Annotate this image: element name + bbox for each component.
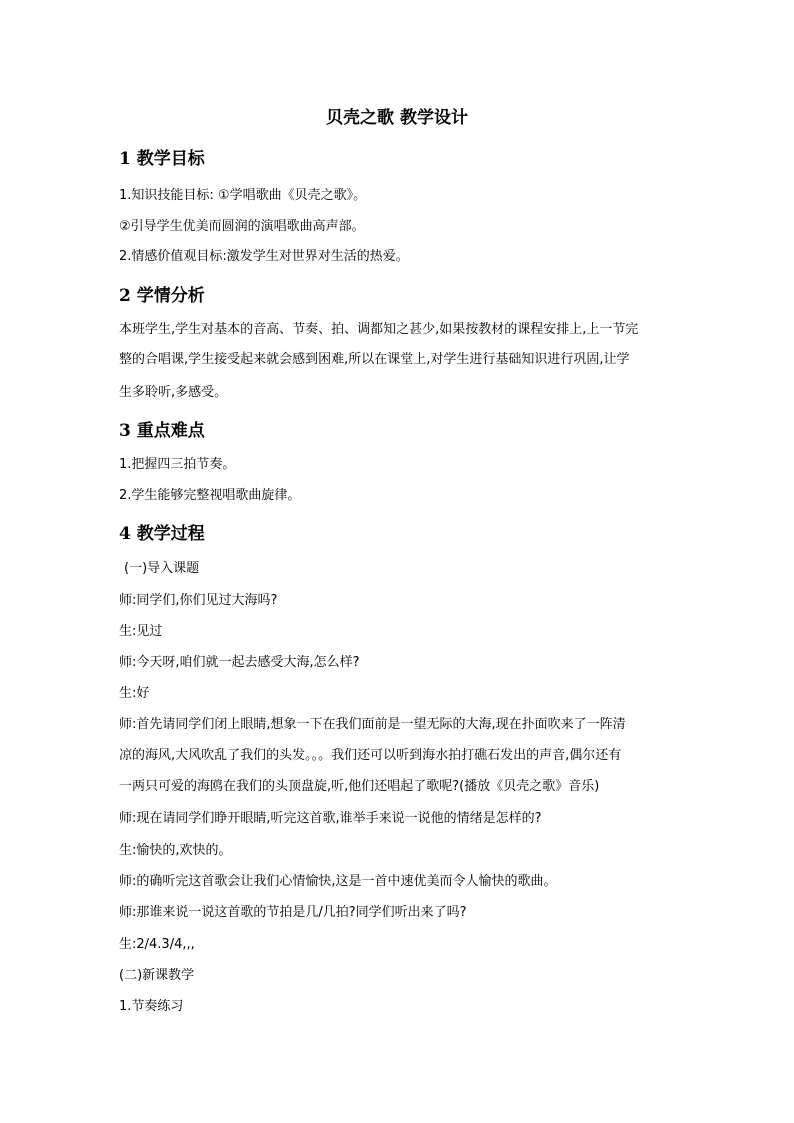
- paragraph-line: 生:愉快的,欢快的。: [119, 843, 232, 858]
- paragraph-line: 凉的海风,大风吹乱了我们的头发。。。我们还可以听到海水拍打礁石发出的声音,偶尔还有: [119, 748, 622, 763]
- paragraph-line: 本班学生,学生对基本的音高、节奏、拍、调都知之甚少,如果按教材的课程安排上,上一节完: [119, 322, 639, 337]
- paragraph-line: 师:今天呀,咱们就一起去感受大海,怎么样?: [119, 655, 360, 670]
- section-heading-key-points: 3 重点难点: [119, 421, 205, 441]
- paragraph-line: 师:的确听完这首歌会让我们心情愉快,这是一首中速优美而令人愉快的歌曲。: [119, 874, 557, 889]
- paragraph-line: 生:2/4.3/4,,,: [119, 937, 195, 952]
- paragraph-line: (二)新课教学: [119, 968, 195, 983]
- section-heading-process: 4 教学过程: [119, 524, 205, 544]
- paragraph-line: ②引导学生优美而圆润的演唱歌曲高声部。: [119, 219, 365, 234]
- paragraph-line: 师:现在请同学们睁开眼睛,听完这首歌,谁举手来说一说他的情绪是怎样的?: [119, 811, 542, 826]
- paragraph-line: 1.节奏练习: [119, 999, 184, 1014]
- paragraph-line: 1.把握四三拍节奏。: [119, 457, 236, 472]
- paragraph-line: 师:首先请同学们闭上眼睛,想象一下在我们面前是一望无际的大海,现在扑面吹来了一阵清: [119, 717, 626, 732]
- paragraph-line: 生:好: [119, 686, 150, 701]
- paragraph-line: 师:同学们,你们见过大海吗?: [119, 593, 278, 608]
- paragraph-line: (一)导入课题: [124, 561, 200, 576]
- paragraph-line: 生多聆听,多感受。: [119, 385, 228, 400]
- paragraph-line: 2.学生能够完整视唱歌曲旋律。: [119, 488, 301, 503]
- paragraph-line: 2.情感价值观目标:激发学生对世界对生活的热爱。: [119, 249, 409, 264]
- section-heading-analysis: 2 学情分析: [119, 286, 205, 306]
- paragraph-line: 生:见过: [119, 624, 163, 639]
- paragraph-line: 1.知识技能目标: ①学唱歌曲《贝壳之歌》。: [119, 188, 367, 203]
- document-title: 贝壳之歌 教学设计: [326, 108, 468, 128]
- paragraph-line: 师:那谁来说一说这首歌的节拍是几/几拍?同学们听出来了吗?: [119, 905, 467, 920]
- section-heading-objectives: 1 教学目标: [119, 149, 205, 169]
- paragraph-line: 一两只可爱的海鸥在我们的头顶盘旋,听,他们还唱起了歌呢?(播放《贝壳之歌》音乐): [119, 779, 600, 794]
- paragraph-line: 整的合唱课,学生接受起来就会感到困难,所以在课堂上,对学生进行基础知识进行巩固,让学: [119, 352, 630, 367]
